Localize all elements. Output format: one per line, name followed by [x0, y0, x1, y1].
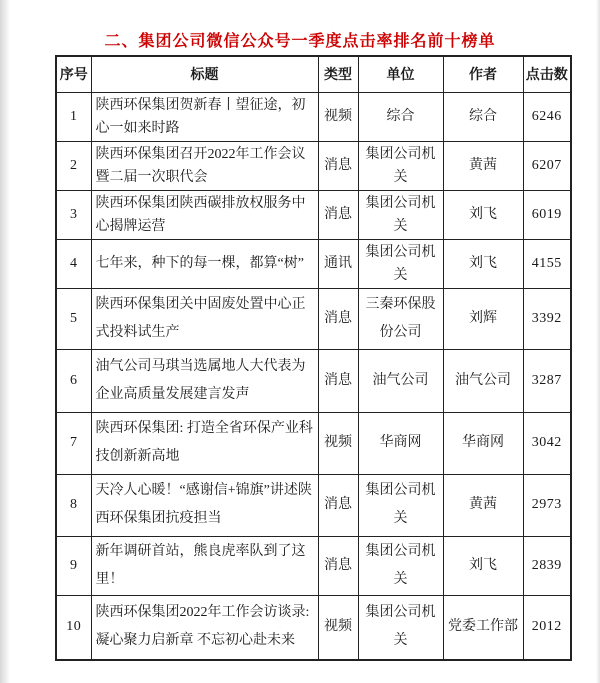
cell-title: 天冷人心暖！“感谢信+锦旗”讲述陕西环保集团抗疫担当: [91, 474, 318, 536]
cell-clicks: 6019: [523, 190, 571, 239]
page-right-edge-shadow: [596, 0, 600, 683]
cell-clicks: 3392: [523, 288, 571, 349]
page-left-edge-shadow: [0, 0, 10, 683]
cell-unit: 综合: [358, 92, 443, 141]
column-header-unit: 单位: [358, 56, 443, 92]
cell-title: 陕西环保集团召开2022年工作会议暨二届一次职代会: [91, 141, 318, 190]
cell-title: 陕西环保集团2022年工作会访谈录:凝心聚力启新章 不忘初心赴未来: [91, 595, 318, 660]
cell-author: 刘飞: [443, 190, 523, 239]
cell-no: 7: [56, 412, 91, 474]
cell-no: 2: [56, 141, 91, 190]
cell-title: 陕西环保集团: 打造全省环保产业科技创新新高地: [91, 412, 318, 474]
cell-type: 消息: [318, 474, 358, 536]
cell-title: 油气公司马琪当选属地人大代表为企业高质量发展建言发声: [91, 349, 318, 412]
cell-unit: 集团公司机关: [358, 190, 443, 239]
cell-type: 视频: [318, 412, 358, 474]
table-row: [56, 190, 571, 239]
table-row: [56, 349, 571, 412]
cell-no: 5: [56, 288, 91, 349]
table-row: [56, 536, 571, 595]
table-row: [56, 92, 571, 141]
cell-clicks: 6207: [523, 141, 571, 190]
cell-author: 黄茜: [443, 141, 523, 190]
cell-clicks: 2973: [523, 474, 571, 536]
cell-unit: 华商网: [358, 412, 443, 474]
cell-author: 油气公司: [443, 349, 523, 412]
table-row: [56, 239, 571, 288]
cell-title: 陕西环保集团关中固废处置中心正式投料试生产: [91, 288, 318, 349]
cell-no: 1: [56, 92, 91, 141]
cell-title: 新年调研首站，熊良虎率队到了这里！: [91, 536, 318, 595]
cell-unit: 集团公司机关: [358, 536, 443, 595]
cell-clicks: 4155: [523, 239, 571, 288]
cell-no: 6: [56, 349, 91, 412]
table-row: [56, 141, 571, 190]
ranking-table: [55, 55, 572, 661]
cell-no: 4: [56, 239, 91, 288]
cell-clicks: 3042: [523, 412, 571, 474]
cell-no: 10: [56, 595, 91, 660]
cell-clicks: 3287: [523, 349, 571, 412]
cell-unit: 集团公司机关: [358, 474, 443, 536]
column-header-title: 标题: [91, 56, 318, 92]
page-title: 二、集团公司微信公众号一季度点击率排名前十榜单: [104, 33, 496, 50]
table-header-row: [56, 56, 571, 92]
column-header-type: 类型: [318, 56, 358, 92]
table-row: [56, 288, 571, 349]
cell-author: 刘飞: [443, 239, 523, 288]
cell-type: 视频: [318, 92, 358, 141]
cell-author: 综合: [443, 92, 523, 141]
cell-unit: 集团公司机关: [358, 141, 443, 190]
cell-clicks: 2839: [523, 536, 571, 595]
cell-no: 9: [56, 536, 91, 595]
table-row: [56, 412, 571, 474]
cell-unit: 三秦环保股份公司: [358, 288, 443, 349]
cell-type: 消息: [318, 349, 358, 412]
cell-type: 消息: [318, 141, 358, 190]
cell-type: 消息: [318, 288, 358, 349]
cell-title: 陕西环保集团陕西碳排放权服务中心揭牌运营: [91, 190, 318, 239]
cell-title: 陕西环保集团贺新春丨望征途，初心一如来时路: [91, 92, 318, 141]
column-header-clicks: 点击数: [523, 56, 571, 92]
cell-author: 黄茜: [443, 474, 523, 536]
cell-type: 消息: [318, 190, 358, 239]
cell-unit: 集团公司机关: [358, 595, 443, 660]
cell-author: 刘飞: [443, 536, 523, 595]
cell-type: 通讯: [318, 239, 358, 288]
cell-unit: 油气公司: [358, 349, 443, 412]
cell-author: 党委工作部: [443, 595, 523, 660]
cell-author: 刘辉: [443, 288, 523, 349]
table-row: [56, 595, 571, 660]
cell-clicks: 2012: [523, 595, 571, 660]
cell-author: 华商网: [443, 412, 523, 474]
cell-title: 七年来，种下的每一棵，都算“树”: [91, 239, 318, 288]
cell-type: 消息: [318, 536, 358, 595]
column-header-no: 序号: [56, 56, 91, 92]
table-row: [56, 474, 571, 536]
cell-type: 视频: [318, 595, 358, 660]
column-header-author: 作者: [443, 56, 523, 92]
cell-unit: 集团公司机关: [358, 239, 443, 288]
cell-no: 3: [56, 190, 91, 239]
cell-clicks: 6246: [523, 92, 571, 141]
cell-no: 8: [56, 474, 91, 536]
